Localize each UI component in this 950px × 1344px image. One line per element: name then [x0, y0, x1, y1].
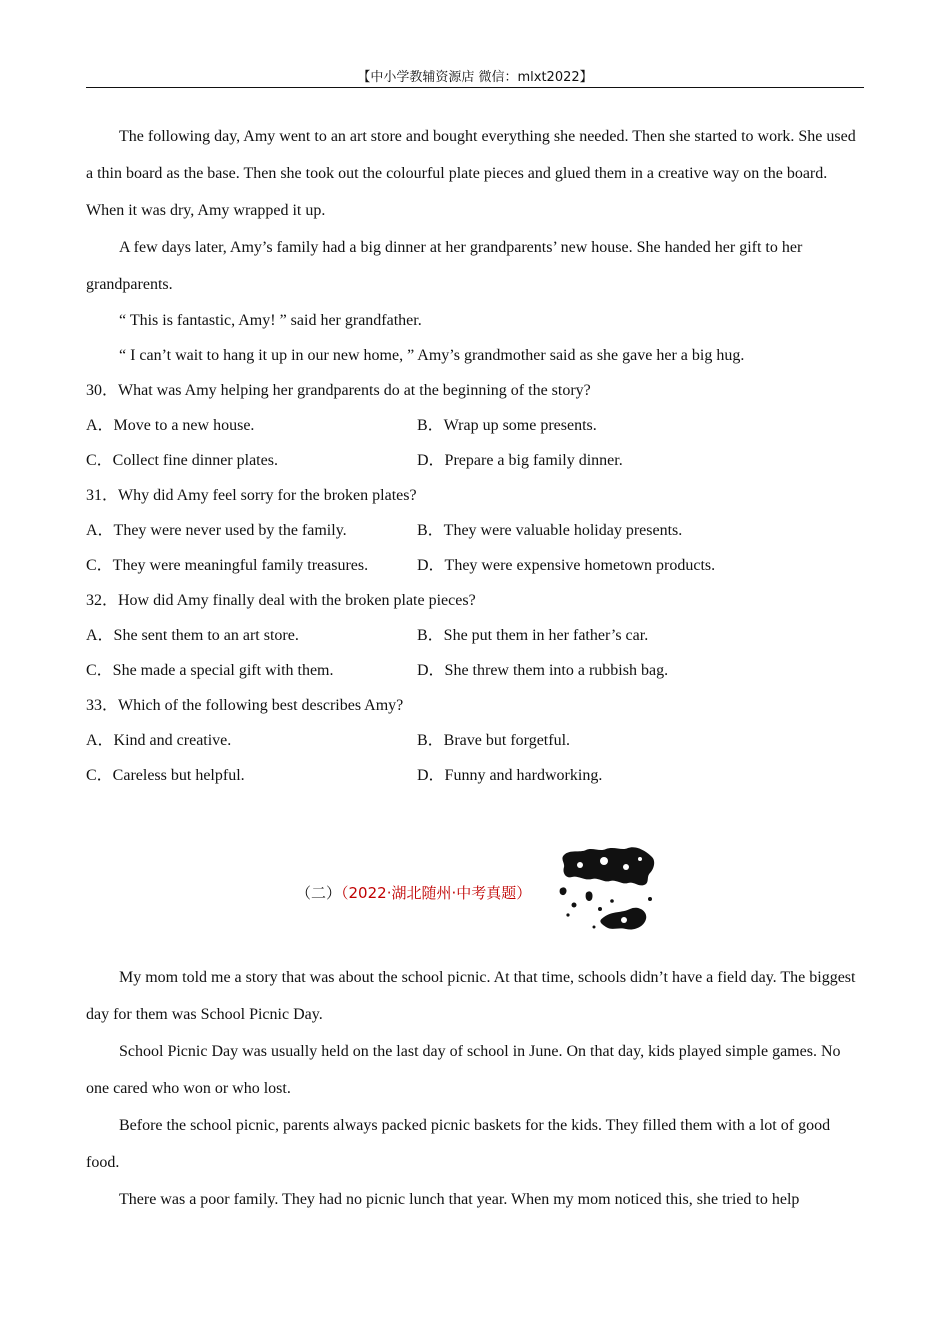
- option-d: D．She threw them into a rubbish bag.: [417, 662, 669, 679]
- question-30: [86, 373, 864, 478]
- option-a: A．Move to a new house.: [86, 417, 255, 434]
- option-d: D．Funny and hardworking.: [417, 767, 603, 784]
- section-number: （二）: [296, 884, 342, 902]
- story-two: [86, 959, 864, 1218]
- option-c: C．Collect fine dinner plates.: [86, 452, 278, 469]
- option-row: [86, 408, 864, 443]
- option-c: C．They were meaningful family treasures.: [86, 557, 369, 574]
- option-row: [86, 618, 864, 653]
- option-row: [86, 653, 864, 688]
- option-a: A．They were never used by the family.: [86, 522, 347, 539]
- story-paragraph: School Picnic Day was usually held on the last day of school in June. On that day, kids played simple games. No one cared who won or who lost.: [86, 1043, 841, 1097]
- option-row: [86, 548, 864, 583]
- story-paragraph: My mom told me a story that was about the school picnic. At that time, schools didn’t have a field day. The biggest day for them was School Picnic Day.: [86, 969, 856, 1023]
- story-paragraph: The following day, Amy went to an art store and bought everything she needed. Then she started to work. She used a thin board as the base. Then she took out the colourful plate pieces and glued them in a creative way on the board. When it was dry, Amy wrapped it up.: [86, 128, 856, 219]
- story-paragraph: “ This is fantastic, Amy! ” said her grandfather.: [119, 312, 422, 329]
- option-b: B．She put them in her father’s car.: [417, 627, 649, 644]
- option-a: A．She sent them to an art store.: [86, 627, 299, 644]
- option-d: D．They were expensive hometown products.: [417, 557, 716, 574]
- option-a: A．Kind and creative.: [86, 732, 232, 749]
- option-row: [86, 723, 864, 758]
- ink-blot-image: [556, 843, 660, 935]
- option-b: B．Brave but forgetful.: [417, 732, 571, 749]
- question-stem: 33．Which of the following best describes Amy?: [86, 697, 404, 714]
- header-rule: [86, 87, 864, 88]
- question-stem: 31．Why did Amy feel sorry for the broken plates?: [86, 487, 417, 504]
- option-b: B．They were valuable holiday presents.: [417, 522, 683, 539]
- question-stem: 30．What was Amy helping her grandparents do at the beginning of the story?: [86, 382, 591, 399]
- story-paragraph: “ I can’t wait to hang it up in our new home, ” Amy’s grandmother said as she gave her a big hug.: [119, 347, 745, 364]
- story-paragraph: Before the school picnic, parents always packed picnic baskets for the kids. They filled them with a lot of good food.: [86, 1117, 831, 1171]
- page-header: 【中小学教辅资源店 微信：mlxt2022】: [357, 70, 593, 85]
- story-one: [86, 118, 864, 793]
- story-paragraph: There was a poor family. They had no picnic lunch that year. When my mom noticed this, she tried to help: [119, 1191, 800, 1208]
- story-paragraph: A few days later, Amy’s family had a big dinner at her grandparents’ new house. She handed her gift to her grandparents.: [86, 239, 803, 293]
- option-c: C．Careless but helpful.: [86, 767, 245, 784]
- option-row: [86, 758, 864, 793]
- option-c: C．She made a special gift with them.: [86, 662, 334, 679]
- question-31: [86, 478, 864, 583]
- option-row: [86, 443, 864, 478]
- option-row: [86, 513, 864, 548]
- option-b: B．Wrap up some presents.: [417, 417, 597, 434]
- section-title: [296, 882, 531, 903]
- question-32: [86, 583, 864, 688]
- question-stem: 32．How did Amy finally deal with the broken plate pieces?: [86, 592, 476, 609]
- question-33: [86, 688, 864, 793]
- option-d: D．Prepare a big family dinner.: [417, 452, 623, 469]
- section-source: （2022·湖北随州·中考真题）: [341, 884, 532, 902]
